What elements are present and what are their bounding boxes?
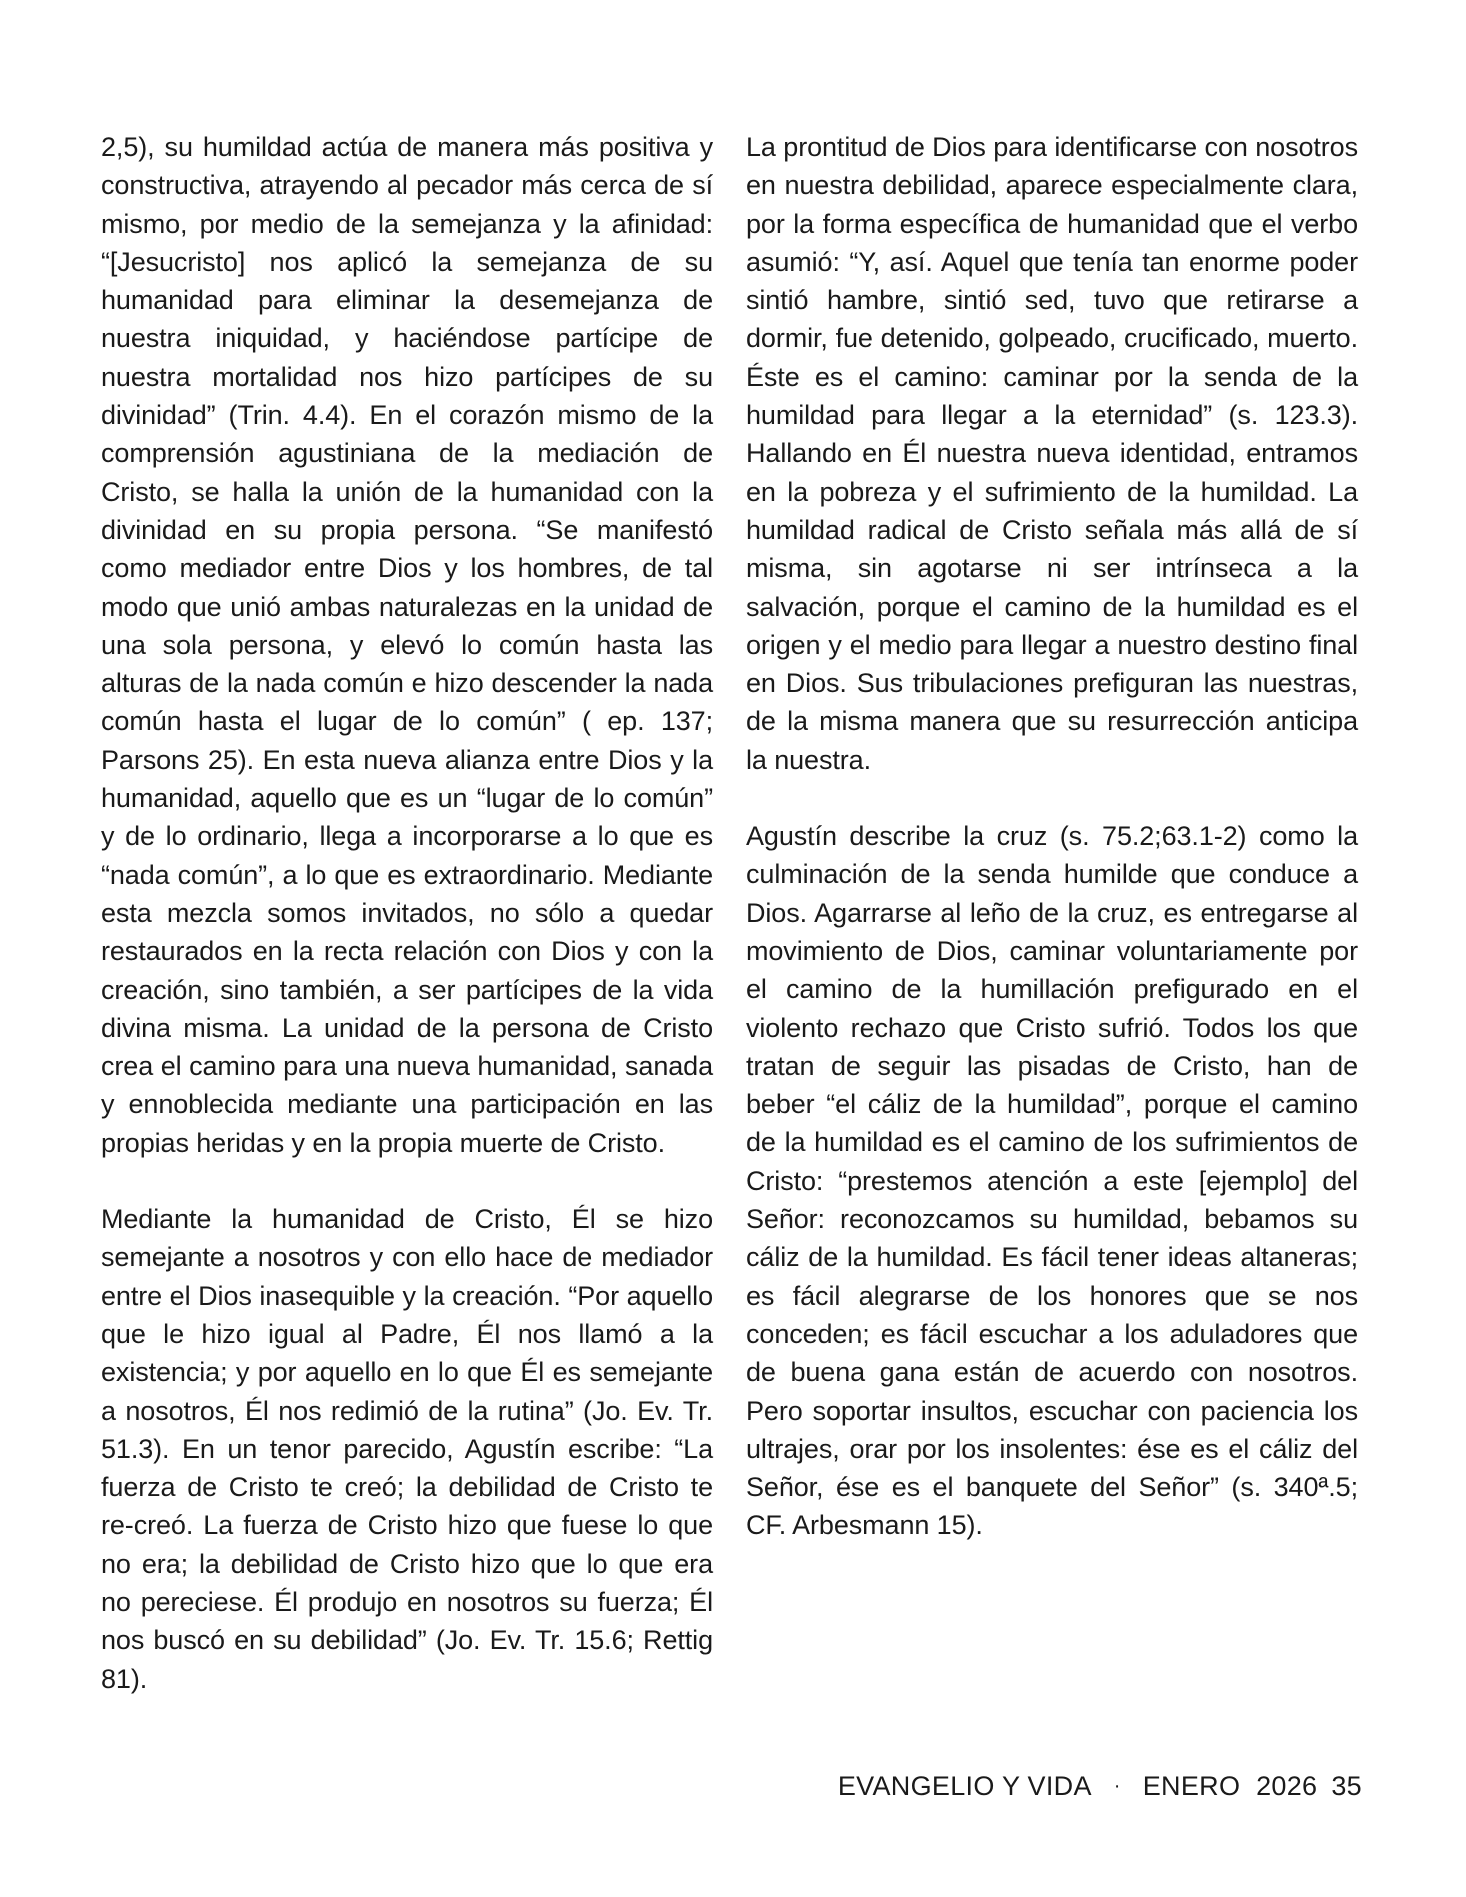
footer-separator: · — [1113, 1775, 1121, 1797]
issue-month: ENERO — [1142, 1771, 1241, 1801]
publication-name: EVANGELIO Y VIDA — [837, 1771, 1092, 1801]
body-paragraph: La prontitud de Dios para identificarse con nosotros en nuestra debilidad, aparece especialmente clara, por la forma específica de humanidad que el verbo asumió: “Y, así. Aquel que tenía tan enorme poder sintió hambre, sintió sed, tuvo que retirarse a dormir, fue detenido, golpeado, crucificado, muerto. Éste es el camino: caminar por la senda de la humildad para llegar a la eternidad” (s. 123.3). Hallando en Él nuestra nueva identidad, entramos en la pobreza y el sufrimiento de la humildad. La humildad radical de Cristo señala más allá de sí misma, sin agotarse ni ser intrínseca a la salvación, porque el camino de la humildad es el origen y el medio para llegar a nuestro destino final en Dios. Sus tribulaciones prefiguran las nuestras, de la misma manera que su resurrección anticipa la nuestra. — [746, 132, 1358, 775]
left-column — [101, 128, 713, 1736]
issue-year: 2026 — [1256, 1771, 1318, 1801]
body-paragraph: Mediante la humanidad de Cristo, Él se hizo semejante a nosotros y con ello hace de mediador entre el Dios inasequible y la creación. “Por aquello que le hizo igual al Padre, Él nos llamó a la existencia; y por aquello en lo que Él es semejante a nosotros, Él nos redimió de la rutina” (Jo. Ev. Tr. 51.3). En un tenor parecido, Agustín escribe: “La fuerza de Cristo te creó; la debilidad de Cristo te re-creó. La fuerza de Cristo hizo que fuese lo que no era; la debilidad de Cristo hizo que lo que era no pereciese. Él produjo en nosotros su fuerza; Él nos buscó en su debilidad” (Jo. Ev. Tr. 15.6; Rettig 81). — [101, 1204, 713, 1694]
body-paragraph: 2,5), su humildad actúa de manera más positiva y constructiva, atrayendo al pecador más cerca de sí mismo, por medio de la semejanza y la afinidad: “[Jesucristo] nos aplicó la semejanza de su humanidad para eliminar la desemejanza de nuestra iniquidad, y haciéndose partícipe de nuestra mortalidad nos hizo partícipes de su divinidad” (Trin. 4.4). En el corazón mismo de la comprensión agustiniana de la mediación de Cristo, se halla la unión de la humanidad con la divinidad en su propia persona. “Se manifestó como mediador entre Dios y los hombres, de tal modo que unió ambas naturalezas en la unidad de una sola persona, y elevó lo común hasta las alturas de la nada común e hizo descender la nada común hasta el lugar de lo común” ( ep. 137; Parsons 25). En esta nueva alianza entre Dios y la humanidad, aquello que es un “lugar de lo común” y de lo ordinario, llega a incorporarse a lo que es “nada común”, a lo que es extraordinario. Mediante esta mezcla somos invitados, no sólo a quedar restaurados en la recta relación con Dios y con la creación, sino también, a ser partícipes de la vida divina misma. La unidad de la persona de Cristo crea el camino para una nueva humanidad, sanada y ennoblecida mediante una participación en las propias heridas y en la propia muerte de Cristo. — [101, 132, 713, 1158]
body-paragraph: Agustín describe la cruz (s. 75.2;63.1-2) como la culminación de la senda humilde que conduce a Dios. Agarrarse al leño de la cruz, es entregarse al movimiento de Dios, caminar voluntariamente por el camino de la humillación prefigurado en el violento rechazo que Cristo sufrió. Todos los que tratan de seguir las pisadas de Cristo, han de beber “el cáliz de la humildad”, porque el camino de la humildad es el camino de los sufrimientos de Cristo: “prestemos atención a este [ejemplo] del Señor: reconozcamos su humildad, bebamos su cáliz de la humildad. Es fácil tener ideas altaneras; es fácil alegrarse de los honores que se nos conceden; es fácil escuchar a los aduladores que de buena gana están de acuerdo con nosotros. Pero soportar insultos, escuchar con paciencia los ultrajes, orar por los insolentes: ése es el cáliz del Señor, ése es el banquete del Señor” (s. 340ª.5; CF. Arbesmann 15). — [746, 821, 1358, 1541]
page-number: 35 — [1331, 1771, 1362, 1801]
right-column — [746, 128, 1358, 1583]
page-footer — [838, 1771, 1362, 1802]
